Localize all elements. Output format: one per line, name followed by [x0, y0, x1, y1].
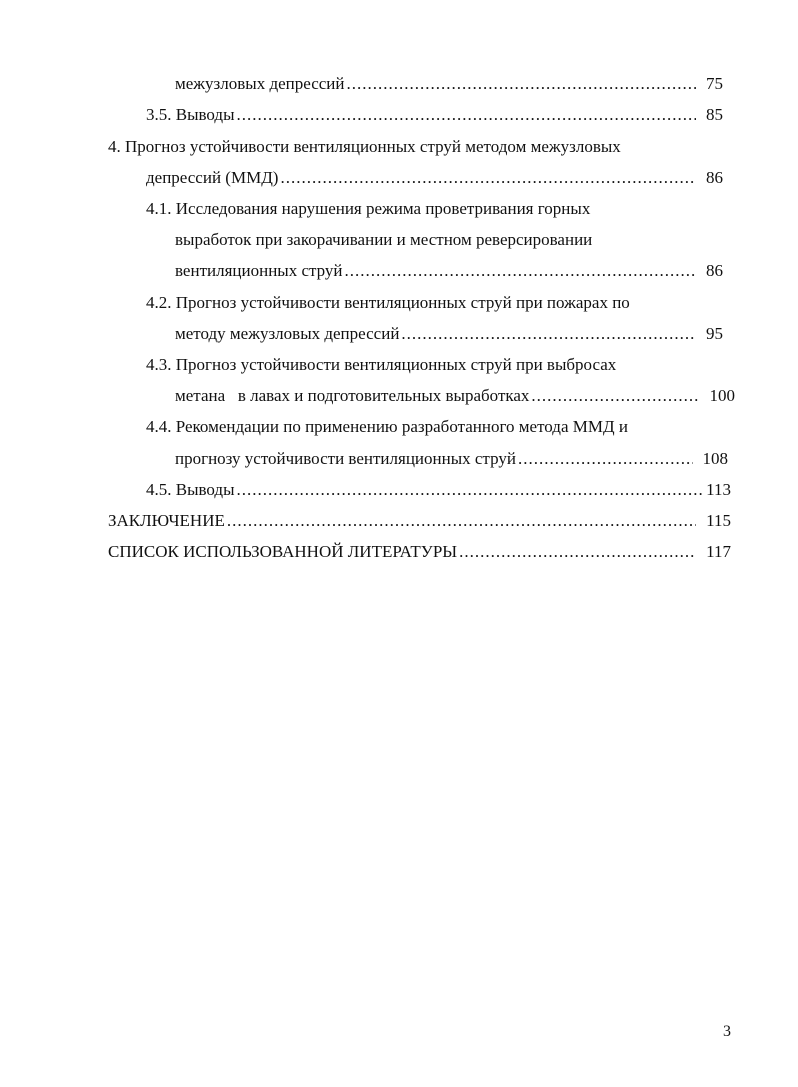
toc-entry-zaklyuchenie	[108, 510, 731, 532]
toc-entry-4-3-prognoz-vybrosy	[175, 385, 735, 407]
toc-entry-4-2-line1: 4.2. Прогноз устойчивости вентиляционных струй при пожарах по	[146, 293, 630, 312]
toc-entry-text: 3.5. Выводы	[146, 105, 235, 124]
toc-entry-text: 4.5. Выводы	[146, 480, 235, 499]
toc-entry-text: прогнозу устойчивости вентиляционных струй	[175, 449, 516, 468]
toc-entry-text: метана в лавах и подготовительных выработках	[175, 386, 530, 405]
toc-entry-4-1-issledovaniya	[175, 260, 723, 282]
toc-page-number: 100	[709, 386, 735, 405]
dot-leader	[531, 385, 699, 407]
dot-leader	[237, 104, 696, 126]
toc-page-number: 113	[706, 480, 731, 499]
toc-page-number: 75	[706, 74, 723, 93]
toc-entry-text: методу межузловых депрессий	[175, 324, 400, 343]
toc-entry-4-1-line1: 4.1. Исследования нарушения режима проветривания горных	[146, 199, 591, 218]
toc-entry-4-2-prognoz-pozhary	[175, 323, 723, 345]
dot-leader	[227, 510, 696, 532]
toc-entry-text: межузловых депрессий	[175, 74, 345, 93]
toc-entry-4-4-line1: 4.4. Рекомендации по применению разработанного метода ММД и	[146, 417, 628, 436]
dot-leader	[401, 323, 696, 345]
toc-entry-text: СПИСОК ИСПОЛЬЗОВАННОЙ ЛИТЕРАТУРЫ	[108, 542, 458, 561]
toc-entry-3-5-vyvody	[146, 104, 723, 126]
toc-page-number: 86	[706, 168, 723, 187]
toc-entry-4-line1: 4. Прогноз устойчивости вентиляционных струй методом межузловых	[108, 137, 621, 156]
toc-entry-spisok-literatury	[108, 541, 731, 563]
dot-leader	[345, 260, 696, 282]
toc-entry-text: вентиляционных струй	[175, 261, 343, 280]
dot-leader	[459, 541, 696, 563]
toc-page-number: 115	[706, 511, 731, 530]
toc-entry-text: депрессий (ММД)	[146, 168, 279, 187]
page-number: 3	[723, 1023, 731, 1040]
toc-entry-4-3-line1: 4.3. Прогноз устойчивости вентиляционных струй при выбросах	[146, 355, 617, 374]
toc-page-number: 86	[706, 261, 723, 280]
toc-page-number: 85	[706, 105, 723, 124]
toc-entry-text: ЗАКЛЮЧЕНИЕ	[108, 511, 225, 530]
toc-page-number: 95	[706, 324, 723, 343]
toc-page-number: 117	[706, 542, 731, 561]
dot-leader	[280, 167, 696, 189]
toc-entry-4-prognoz	[146, 167, 723, 189]
toc-page-number: 108	[702, 449, 728, 468]
dot-leader	[518, 448, 693, 470]
toc-entry-4-5-vyvody	[146, 479, 731, 501]
dot-leader	[347, 73, 697, 95]
toc-entry-mezhuzlovye-depressii	[175, 73, 723, 95]
toc-entry-4-4-rekomendatsii	[175, 448, 728, 470]
toc-entry-4-1-line2: выработок при закорачивании и местном реверсировании	[175, 230, 593, 249]
dot-leader	[237, 479, 703, 501]
